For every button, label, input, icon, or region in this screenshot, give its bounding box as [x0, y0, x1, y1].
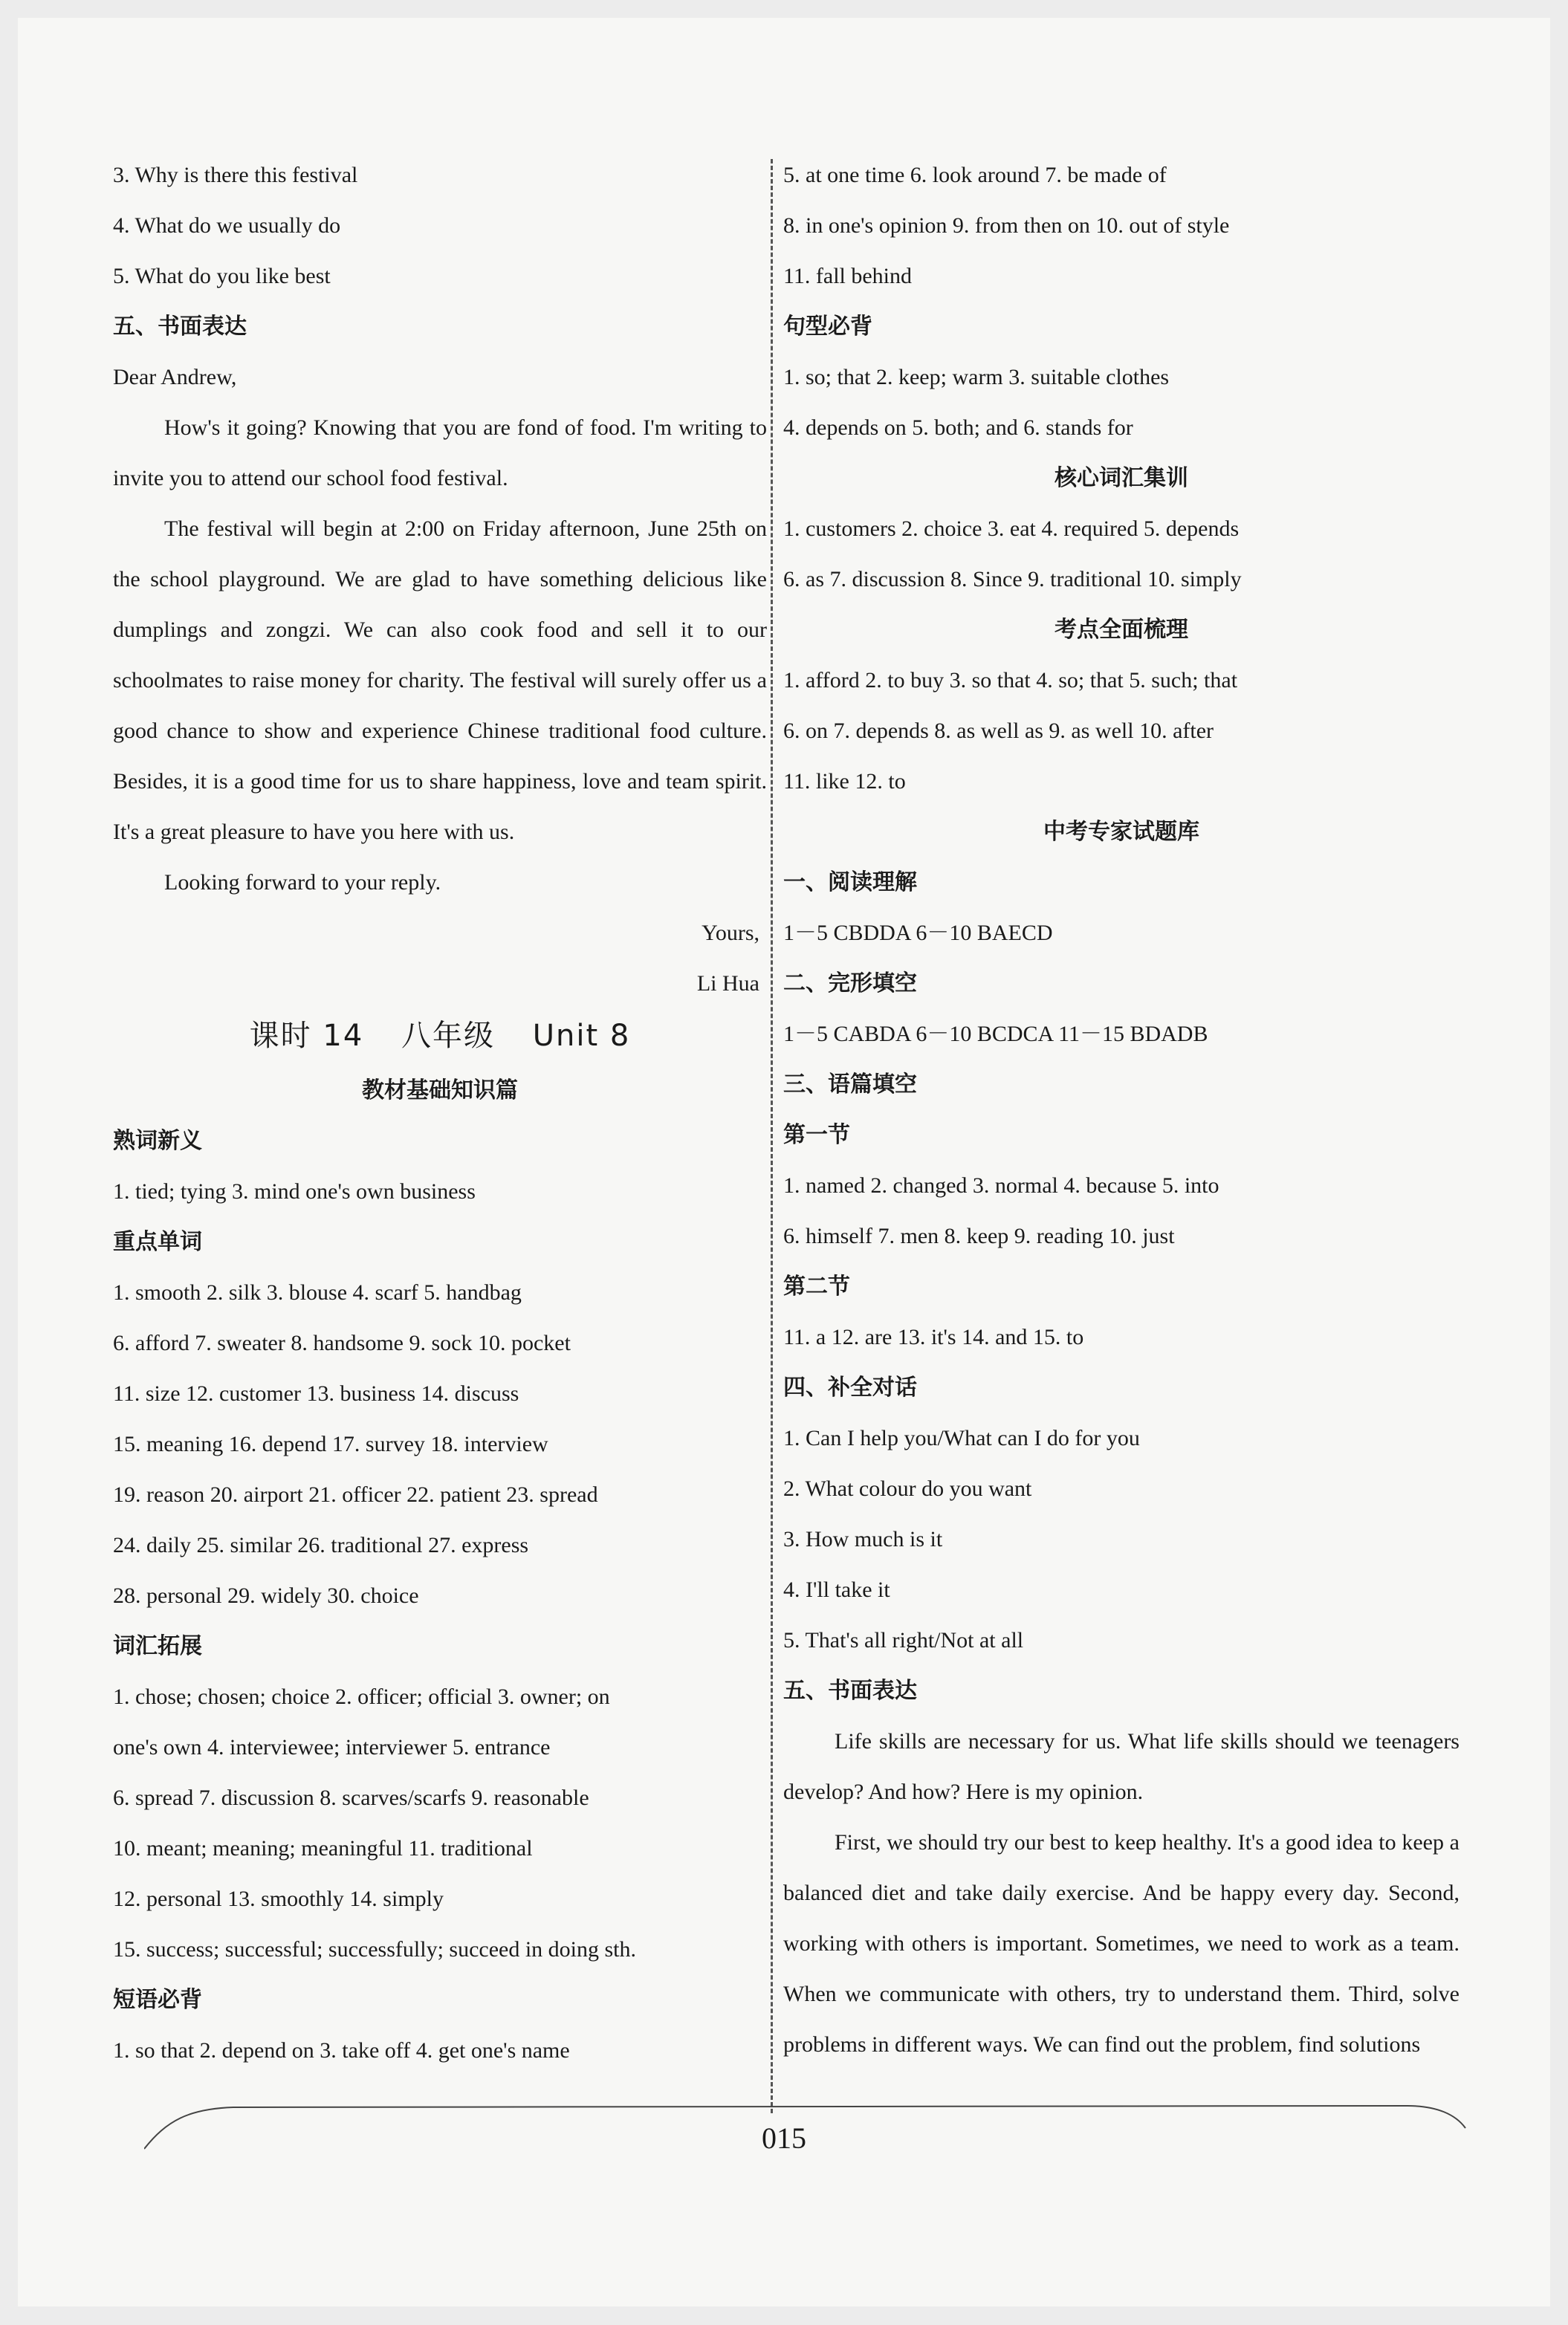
writing-heading: 五、书面表达: [113, 314, 247, 340]
lesson-title: [113, 1009, 767, 1066]
answer-line: 1. customers 2. choice 3. eat 4. required 5. depends: [783, 516, 1240, 541]
answer-line: 11. fall behind: [783, 264, 913, 288]
answer-line: 3. Why is there this festival: [113, 163, 358, 187]
section1-heading: 第一节: [783, 1122, 850, 1148]
answer-line: 6. afford 7. sweater 8. handsome 9. sock 10. pocket: [113, 1331, 571, 1355]
answer-line: 2. What colour do you want: [783, 1476, 1032, 1501]
left-column: [113, 150, 767, 2076]
letter-paragraph: How's it going? Knowing that you are fond of food. I'm writing to invite you to attend our school food festival.: [113, 415, 767, 490]
answer-line: 5. That's all right/Not at all: [783, 1628, 1024, 1653]
section-title: 教材基础知识篇: [362, 1077, 518, 1103]
essay-heading: 五、书面表达: [783, 1678, 917, 1704]
lesson-grade: 八年级: [401, 1019, 496, 1053]
right-column: [783, 150, 1460, 2070]
reading-heading: 一、阅读理解: [783, 869, 917, 895]
answer-line: 1. afford 2. to buy 3. so that 4. so; that 5. such; that: [783, 668, 1238, 693]
letter-greeting: Dear Andrew,: [113, 365, 237, 389]
answer-line: 10. meant; meaning; meaningful 11. traditional: [113, 1836, 533, 1861]
answer-line: 6. on 7. depends 8. as well as 9. as well 10. after: [783, 719, 1214, 743]
answer-line: 1. smooth 2. silk 3. blouse 4. scarf 5. handbag: [113, 1280, 522, 1305]
column-divider: [771, 159, 773, 2113]
essay-paragraph: First, we should try our best to keep healthy. It's a good idea to keep a balanced diet and take daily exercise. And be happy every day. Second, working with others is important. Sometimes, we need to work as a team. When we communicate with others, try to understand them. Third, solve problems in different ways. We can find out the problem, find solutions: [783, 1830, 1460, 2057]
answer-line: 5. at one time 6. look around 7. be made of: [783, 163, 1167, 187]
passage-heading: 三、语篇填空: [783, 1071, 917, 1097]
answer-line: 12. personal 13. smoothly 14. simply: [113, 1887, 444, 1911]
expert-heading: 中考专家试题库: [1043, 819, 1199, 845]
dialog-heading: 四、补全对话: [783, 1375, 917, 1401]
answer-line: 1. so; that 2. keep; warm 3. suitable clothes: [783, 365, 1170, 389]
familiar-heading: 熟词新义: [113, 1128, 202, 1154]
letter-closing: Yours,: [702, 921, 759, 945]
answer-line: 6. himself 7. men 8. keep 9. reading 10. just: [783, 1224, 1175, 1248]
answer-line: 6. as 7. discussion 8. Since 9. traditional 10. simply: [783, 567, 1242, 591]
answer-line: 24. daily 25. similar 26. traditional 27. express: [113, 1533, 529, 1557]
answer-line: 3. How much is it: [783, 1527, 943, 1551]
answer-line: 19. reason 20. airport 21. officer 22. patient 23. spread: [113, 1482, 598, 1507]
page-number: 015: [762, 2121, 806, 2155]
essay-paragraph: Life skills are necessary for us. What life skills should we teenagers develop? And how? Here is my opinion.: [783, 1729, 1460, 1804]
key-words-heading: 重点单词: [113, 1229, 202, 1255]
answer-line: 5. What do you like best: [113, 264, 331, 288]
answer-line: one's own 4. interviewee; interviewer 5. entrance: [113, 1735, 551, 1760]
sentence-heading: 句型必背: [783, 314, 872, 340]
lesson-number: 课时 14: [249, 1019, 364, 1053]
exam-points-heading: 考点全面梳理: [1054, 617, 1188, 643]
letter-signature: Li Hua: [696, 971, 759, 996]
answer-line: 8. in one's opinion 9. from then on 10. out of style: [783, 213, 1230, 238]
answer-line: 1. so that 2. depend on 3. take off 4. get one's name: [113, 2038, 570, 2063]
answer-line: 4. I'll take it: [783, 1577, 890, 1602]
letter-paragraph: Looking forward to your reply.: [164, 870, 441, 895]
answer-line: 15. success; successful; successfully; succeed in doing sth.: [113, 1937, 637, 1962]
document-page: [18, 18, 1550, 2306]
answer-line: 4. What do we usually do: [113, 213, 341, 238]
answer-line: 28. personal 29. widely 30. choice: [113, 1583, 419, 1608]
answer-line: 1. chose; chosen; choice 2. officer; official 3. owner; on: [113, 1684, 610, 1709]
answer-line: 4. depends on 5. both; and 6. stands for: [783, 415, 1133, 440]
letter-paragraph: The festival will begin at 2:00 on Friday afternoon, June 25th on the school playground. We are glad to have something delicious like dumplings and zongzi. We can also cook food and sell it to our schoolmates to raise money for charity. The festival will surely offer us a good chance to show and experience Chinese traditional food culture. Besides, it is a good time for us to share happiness, love and team spirit. It's a great pleasure to have you here with us.: [113, 516, 767, 844]
core-heading: 核心词汇集训: [1054, 465, 1188, 491]
answer-line: 15. meaning 16. depend 17. survey 18. interview: [113, 1432, 548, 1456]
lesson-unit: Unit 8: [532, 1019, 631, 1053]
vocab-heading: 词汇拓展: [113, 1633, 202, 1659]
cloze-heading: 二、完形填空: [783, 970, 917, 996]
answer-line: 1－5 CABDA 6－10 BCDCA 11－15 BDADB: [783, 1022, 1208, 1046]
answer-line: 1－5 CBDDA 6－10 BAECD: [783, 921, 1053, 945]
answer-line: 6. spread 7. discussion 8. scarves/scarfs 9. reasonable: [113, 1786, 589, 1810]
answer-line: 11. like 12. to: [783, 769, 906, 794]
answer-line: 1. tied; tying 3. mind one's own business: [113, 1179, 476, 1204]
answer-line: 1. named 2. changed 3. normal 4. because 5. into: [783, 1173, 1219, 1198]
answer-line: 1. Can I help you/What can I do for you: [783, 1426, 1140, 1450]
answer-line: 11. a 12. are 13. it's 14. and 15. to: [783, 1325, 1084, 1349]
answer-line: 11. size 12. customer 13. business 14. discuss: [113, 1381, 519, 1406]
section2-heading: 第二节: [783, 1274, 850, 1300]
phrases-heading: 短语必背: [113, 1987, 202, 2013]
